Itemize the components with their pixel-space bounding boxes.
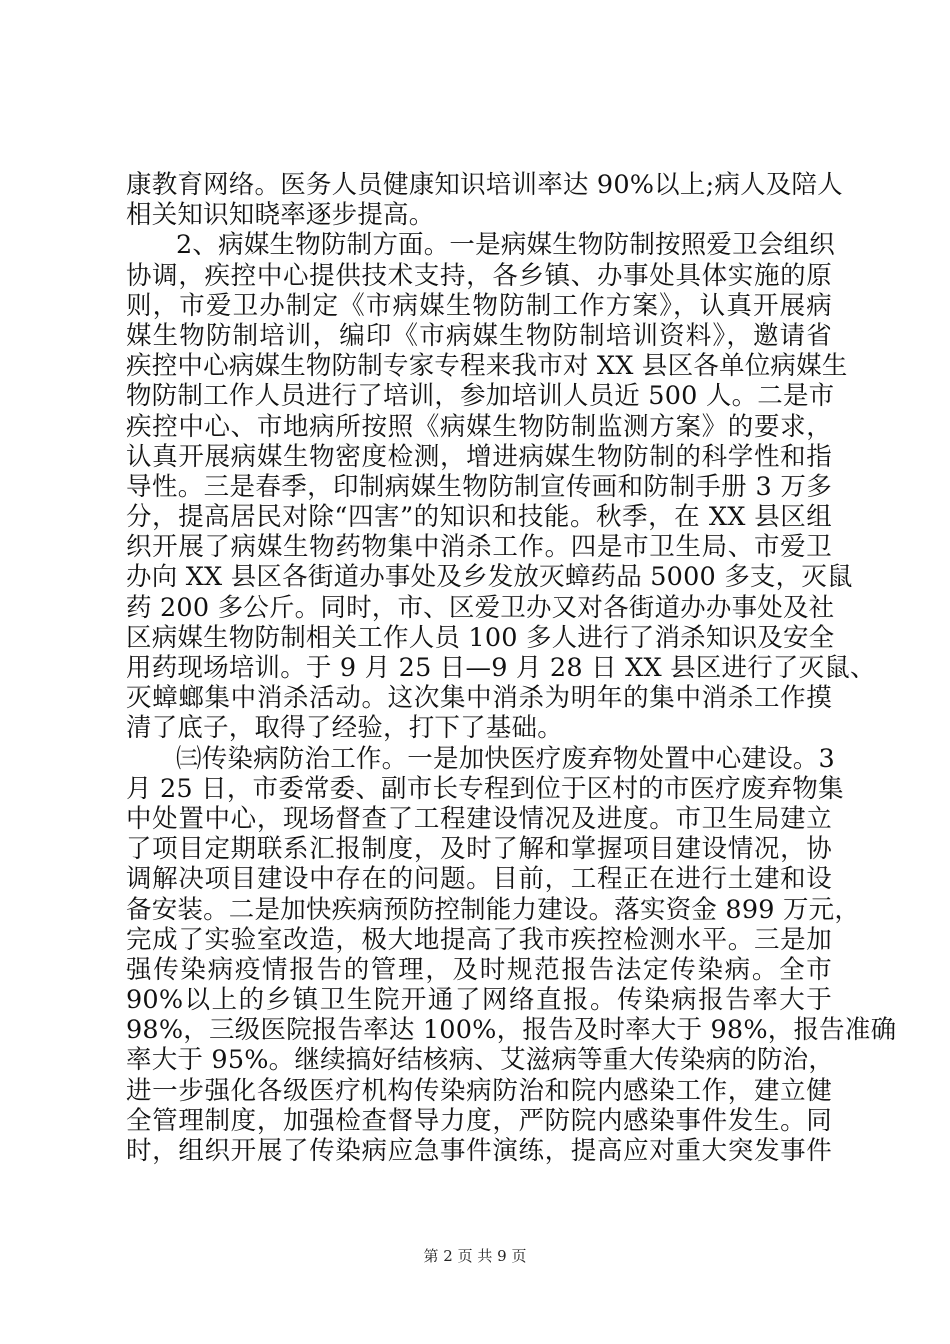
text-line: 时，组织开展了传染病应急事件演练，提高应对重大突发事件 (126, 1136, 832, 1166)
text-line: 90%以上的乡镇卫生院开通了网络直报。传染病报告率大于 (126, 985, 832, 1016)
text-line: 办向 XX 县区各街道办事处及乡发放灭蟑药品 5000 多支，灭鼠 (126, 562, 853, 593)
text-line: 物防制工作人员进行了培训，参加培训人员近 500 人。二是市 (126, 381, 835, 412)
text-line: 2、病媒生物防制方面。一是病媒生物防制按照爱卫会组织 (176, 230, 835, 261)
text-line: 率大于 95%。继续搞好结核病、艾滋病等重大传染病的防治， (126, 1045, 835, 1076)
text-line: 完成了实验室改造，极大地提高了我市疾控检测水平。三是加 (126, 924, 832, 955)
text-line: 媒生物防制培训，编印《市病媒生物防制培训资料》，邀请省 (126, 320, 832, 351)
text-line: 疾控中心、市地病所按照《病媒生物防制监测方案》的要求， (126, 411, 832, 442)
page-number-footer: 第 2 页 共 9 页 (423, 1247, 527, 1265)
text-line: 用药现场培训。于 9 月 25 日—9 月 28 日 XX 县区进行了灭鼠、 (126, 653, 876, 683)
text-line: 织开展了病媒生物药物集中消杀工作。四是市卫生局、市爱卫 (126, 532, 832, 563)
text-line: 疾控中心病媒生物防制专家专程来我市对 XX 县区各单位病媒生 (126, 351, 848, 382)
text-line: 备安装。二是加快疾病预防控制能力建设。落实资金 899 万元， (126, 894, 861, 925)
text-line: 协调，疾控中心提供技术支持，各乡镇、办事处具体实施的原 (126, 260, 832, 291)
document-body (126, 170, 897, 1166)
text-line: 调解决项目建设中存在的问题。目前，工程正在进行土建和设 (126, 864, 832, 895)
text-line: 康教育网络。医务人员健康知识培训率达 90%以上;病人及陪人 (126, 170, 843, 200)
text-line: 进一步强化各级医疗机构传染病防治和院内感染工作，建立健 (126, 1075, 832, 1106)
text-line: 区病媒生物防制相关工作人员 100 多人进行了消杀知识及安全 (126, 622, 835, 653)
text-line: 清了底子，取得了经验，打下了基础。 (126, 713, 563, 744)
text-line: 相关知识知晓率逐步提高。 (126, 200, 435, 231)
text-line: 98%，三级医院报告率达 100%，报告及时率大于 98%，报告准确 (126, 1015, 897, 1046)
text-line: 导性。三是春季，印制病媒生物防制宣传画和防制手册 3 万多 (126, 471, 832, 502)
text-line: 中处置中心，现场督查了工程建设情况及进度。市卫生局建立 (126, 803, 832, 834)
text-line: 全管理制度，加强检查督导力度，严防院内感染事件发生。同 (126, 1105, 832, 1136)
text-line: 认真开展病媒生物密度检测，增进病媒生物防制的科学性和指 (126, 441, 832, 472)
text-line: 药 200 多公斤。同时，市、区爱卫办又对各街道办办事处及社 (126, 592, 835, 623)
text-line: 强传染病疫情报告的管理，及时规范报告法定传染病。全市 (126, 954, 832, 985)
text-line: 则，市爱卫办制定《市病媒生物防制工作方案》，认真开展病 (126, 290, 832, 321)
text-line: ㈢传染病防治工作。一是加快医疗废弃物处置中心建设。3 (176, 743, 835, 774)
text-line: 灭蟑螂集中消杀活动。这次集中消杀为明年的集中消杀工作摸 (126, 683, 832, 714)
text-line: 了项目定期联系汇报制度，及时了解和掌握项目建设情况，协 (126, 834, 832, 865)
text-line: 月 25 日，市委常委、副市长专程到位于区村的市医疗废弃物集 (126, 773, 844, 804)
text-line: 分，提高居民对除“四害”的知识和技能。秋季，在 XX 县区组 (126, 502, 832, 533)
